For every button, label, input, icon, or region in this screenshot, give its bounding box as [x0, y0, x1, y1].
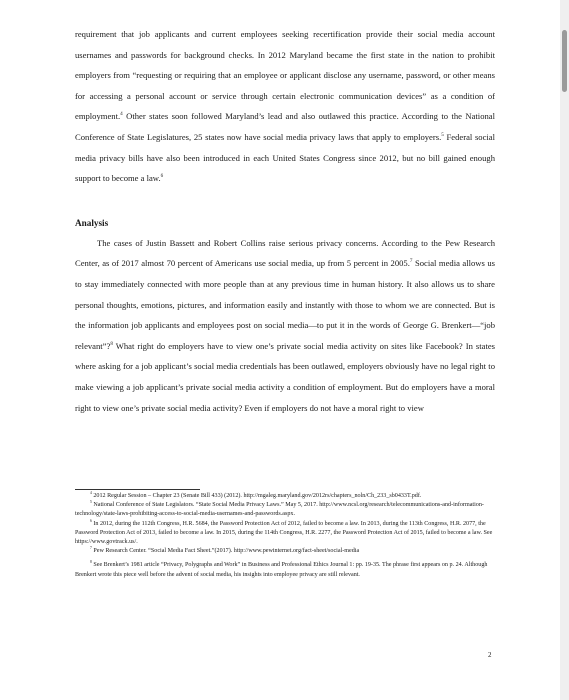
footnote-ref-4[interactable]: 4	[120, 111, 123, 118]
footnote-separator	[75, 489, 200, 490]
vertical-scrollbar[interactable]	[560, 0, 569, 700]
paragraph-analysis: The cases of Justin Bassett and Robert Collins raise serious privacy concerns. According to the Pew Research Center, as of 2017 almost 70 percent of Americans use social media, up from 5 percent in 2005.$^7$ Social media allows us to stay immediately connected with more people than at any previous time in human history. It also allows us to share personal thoughts, emotions, pictures, and information easily and instantly with those to whom we are connected. But is the information job applicants and employees post on social media—to put it in the words of George G. Brenkert—“job relevant”?$^8$ What right do employers have to view one’s private social media activity on sites like Facebook? In states where asking for a job applicant’s social media credentials has been outlawed, employers obviously have no legal right to make viewing a job applicant’s private social media activity a condition of employment. But do employers have a moral right to view one’s private social media activity? Even if employers do not have a moral right to view	[75, 237, 495, 413]
footnote-ref-6[interactable]: 6	[160, 173, 164, 180]
footnote-ref-5[interactable]: 5	[441, 132, 444, 139]
footnote-4: $^4$ 2012 Regular Session – Chapter 23 (Senate Bill 433) (2012). http://mgaleg.maryland.gov/2012rs/chapters_noln/Ch_233_sb0433T.pdf.	[90, 490, 422, 499]
paragraph-intro: requirement that job applicants and current employees seeking recertification provide their social media account usernames and passwords for background checks. In 2012 Maryland became the first state in the nation to prohibit employers from “requesting or requiring that an employee or applicant disclose any username, password, or other means for accessing a personal account or service through certain electronic communication devices” as a condition of employment.$^4$ Other states soon followed Maryland’s lead and also outlawed this practice. According to the National Conference of State Legislatures, 25 states now have social media privacy laws that apply to employers.$^5$ Federal social media privacy bills have also been introduced in each United States Congress since 2012, but no bill gained enough support to become a law.$^6$	[75, 29, 495, 184]
scrollbar-thumb[interactable]	[562, 30, 567, 92]
section-heading-analysis: Analysis	[75, 217, 109, 228]
page-number: 2	[488, 651, 492, 659]
footnote-5: $^5$ National Conference of State Legislators. “State Social Media Privacy Laws.” May 5, 2017. http://www.ncsl.org/research/telecommunications-and-information-technology/state-laws-prohibiting-access-to-social-media-usernames-and-passwords.aspx.	[75, 500, 484, 518]
footnote-ref-7[interactable]: 7	[409, 258, 413, 265]
footnote-ref-8[interactable]: 8	[110, 340, 113, 347]
document-body	[75, 24, 495, 418]
footnote-7: $^7$ Pew Research Center. “Social Media Fact Sheet.”(2017). http://www.pewinternet.org/fact-sheet/social-media	[90, 546, 360, 555]
footnote-6: $^6$ In 2012, during the 112th Congress, H.R. 5684, the Password Protection Act of 2012, failed to become a law. In 2013, during the 113th Congress, H.R. 2077, the Password Protection Act of 2013, failed to become a law. In 2015, during the 114th Congress, H.R. 2277, the Password Protection Act of 2015, failed to become a law. See https://www.govtrack.us/.	[75, 518, 493, 546]
footnote-8: $^8$ See Brenkert’s 1981 article “Privacy, Polygraphs and Work” in Business and Professional Ethics Journal 1: pp. 19-35. The phrase first appears on p. 24. Although Brenkert wrote this piece well before the advent of social media, his insights into employee privacy are still relevant.	[75, 560, 488, 578]
footnotes	[75, 492, 495, 580]
